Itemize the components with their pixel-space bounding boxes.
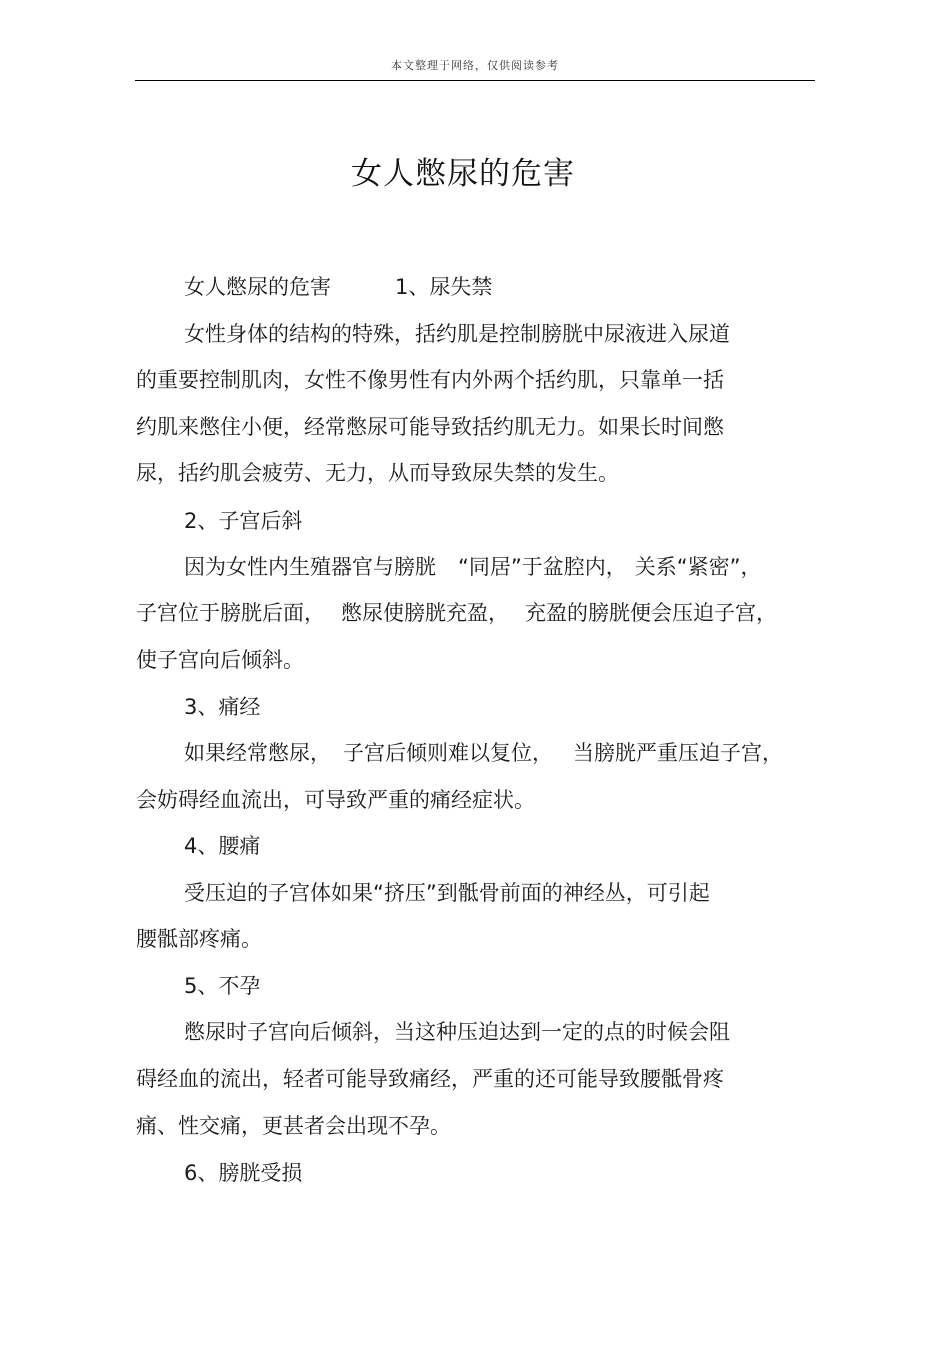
line-segment: 充盈的膀胱便会压迫子宫， (525, 601, 777, 625)
section-heading: 1、尿失禁 (395, 275, 493, 299)
intro-line (184, 272, 492, 302)
paragraph-line: 使子宫向后倾斜。 (136, 648, 304, 672)
paragraph-line: 女性身体的结构的特殊，括约肌是控制膀胱中尿液进入尿道 (184, 322, 730, 346)
section-heading: 3、痛经 (184, 695, 261, 719)
paragraph-line: 腰骶部疼痛。 (136, 927, 262, 951)
line-segment: 子宫位于膀胱后面， (136, 601, 325, 625)
paragraph-line: 憋尿时子宫向后倾斜，当这种压迫达到一定的点的时候会阻 (184, 1020, 730, 1044)
paragraph-line: 受压迫的子宫体如果“挤压”到骶骨前面的神经丛，可引起 (184, 881, 710, 905)
paragraph-line: 会妨碍经血流出，可导致严重的痛经症状。 (136, 788, 535, 812)
section-heading: 6、膀胱受损 (184, 1161, 303, 1185)
section-heading: 5、不孕 (184, 974, 261, 998)
line-segment: 因为女性内生殖器官与膀胱 (184, 555, 436, 579)
intro-label: 女人憋尿的危害 (184, 275, 331, 299)
paragraph-line: 痛、性交痛，更甚者会出现不孕。 (136, 1114, 451, 1138)
paragraph-line: 碍经血的流出，轻者可能导致痛经，严重的还可能导致腰骶骨疼 (136, 1067, 724, 1091)
line-segment: 当膀胱严重压迫子宫， (573, 741, 783, 765)
line-segment: 子宫后倾则难以复位， (343, 741, 553, 765)
section-heading: 2、子宫后斜 (184, 509, 303, 533)
paragraph-line: 的重要控制肌肉，女性不像男性有内外两个括约肌，只靠单一括 (136, 368, 724, 392)
line-segment: 如果经常憋尿， (184, 741, 331, 765)
header-divider (135, 80, 815, 81)
paragraph-line (184, 552, 762, 582)
paragraph-line (136, 598, 777, 628)
paragraph-line (184, 738, 783, 768)
line-segment: 憋尿使膀胱充盈， (341, 601, 509, 625)
paragraph-line: 约肌来憋住小便，经常憋尿可能导致括约肌无力。如果长时间憋 (136, 415, 724, 439)
line-segment: 关系“紧密”， (634, 555, 762, 579)
header-note: 本文整理于网络，仅供阅读参考 (391, 59, 559, 72)
document-title: 女人憋尿的危害 (351, 156, 575, 192)
line-segment: “同居”于盆腔内， (458, 555, 627, 579)
paragraph-line: 尿，括约肌会疲劳、无力，从而导致尿失禁的发生。 (136, 461, 619, 485)
section-heading: 4、腰痛 (184, 834, 261, 858)
